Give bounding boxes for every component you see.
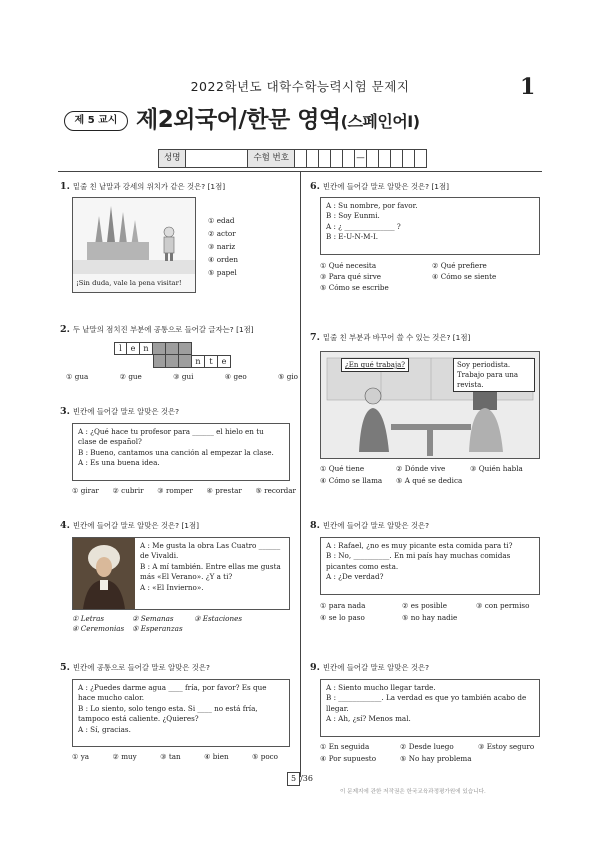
q7-option[interactable]: ③ Quién habla [470, 464, 523, 473]
subject-sub: (스페인어Ⅰ) [340, 112, 420, 131]
question-4 [60, 519, 296, 533]
q2-letter: t [205, 355, 218, 368]
q9-option[interactable]: ④ Por supuesto [320, 754, 377, 763]
question-8 [310, 519, 540, 533]
q3-line: A : ¿Qué hace tu profesor para ______ el hielo en tu clase de español? [78, 427, 264, 447]
q4-portrait [73, 538, 135, 609]
q4-panel [72, 537, 290, 610]
q2-letter: n [140, 342, 153, 355]
q2-number: 2. [60, 324, 70, 335]
exam-no-cell[interactable] [331, 149, 343, 168]
q7-option[interactable]: ⑤ A qué se dedica [396, 476, 463, 485]
q1-prompt: 밑줄 친 낱말과 강세의 위치가 같은 것은? [1점] [72, 182, 226, 191]
q1-option[interactable]: ③ nariz [208, 242, 236, 251]
q6-option[interactable]: ② Qué prefiere [432, 261, 487, 270]
student-id-row [158, 149, 427, 168]
q6-line: B : Soy Eunmi. [326, 211, 380, 221]
q2-option[interactable]: ④ geo [224, 372, 247, 381]
page-number: 1 [520, 74, 536, 100]
q2-letter: n [192, 355, 205, 368]
sagrada-familia-icon [73, 198, 195, 274]
q6-option[interactable]: ③ Para qué sirve [320, 272, 382, 281]
q3-number: 3. [60, 406, 70, 417]
name-field[interactable] [186, 149, 248, 168]
q6-option[interactable]: ① Qué necesita [320, 261, 377, 270]
q7-illustration [320, 351, 540, 459]
q4-option[interactable]: ④ Ceremonias [72, 624, 125, 634]
q5-line: A : ¿Puedes darme agua ____ fría, por favor? Es que hace mucho calor. [78, 683, 267, 703]
question-6 [310, 180, 540, 194]
q2-shaded-cell [153, 342, 166, 355]
q5-option[interactable]: ⑤ poco [251, 752, 278, 761]
q5-prompt: 빈칸에 공통으로 들어갈 말로 알맞은 것은? [72, 663, 210, 672]
exam-no-cell[interactable] [391, 149, 403, 168]
q7-bubble-left: ¿En qué trabaja? [341, 358, 409, 372]
q3-option[interactable]: ② cubrir [112, 486, 144, 495]
q7-option[interactable]: ④ Cómo se llama [320, 476, 383, 485]
q6-prompt: 빈칸에 들어갈 말로 알맞은 것은? [1점] [322, 182, 450, 191]
exam-no-dash: — [355, 149, 367, 168]
footer-slash: / [300, 774, 303, 783]
question-1 [60, 180, 296, 194]
q2-shaded-cell [179, 355, 192, 368]
q2-prompt: 두 낱말의 점치진 부분에 공통으로 들어갈 글자는? [1점] [72, 325, 254, 334]
q2-shaded-cell [166, 355, 179, 368]
q6-line: B : E-U-N-M-I. [326, 232, 379, 242]
q7-number: 7. [310, 332, 320, 343]
q8-line: A : Rafael, ¿no es muy picante esta comida para ti? [326, 541, 513, 550]
q2-letter: l [114, 342, 127, 355]
q5-line: B : Lo siento, solo tengo esta. Si ____ no está fría, tampoco está caliente. ¿Quieres? [78, 703, 258, 724]
q9-option[interactable]: ① En seguida [320, 742, 370, 751]
q8-option[interactable]: ④ se lo paso [320, 613, 365, 622]
q3-options [72, 486, 296, 496]
q3-dialogue-box [72, 423, 290, 481]
q7-option[interactable]: ① Qué tiene [320, 464, 365, 473]
q1-option[interactable]: ⑤ papel [208, 268, 237, 277]
exam-no-cell[interactable] [415, 149, 427, 168]
q5-options [72, 752, 278, 762]
q4-option[interactable]: ⑤ Esperanzas [132, 624, 183, 634]
q8-option[interactable]: ③ con permiso [476, 601, 530, 610]
q5-option[interactable]: ② muy [112, 752, 137, 761]
q4-option[interactable]: ② Semanas [132, 614, 174, 623]
q5-dialogue-box [72, 679, 290, 747]
q1-number: 1. [60, 181, 70, 192]
subject-title [136, 104, 420, 137]
question-5 [60, 661, 296, 675]
q8-prompt: 빈칸에 들어갈 말로 알맞은 것은? [322, 521, 430, 530]
q9-dialogue-box [320, 679, 540, 737]
q8-option[interactable]: ② es posible [402, 601, 448, 610]
exam-year-title: 2022학년도 대학수학능력시험 문제지 [190, 79, 410, 94]
q3-option[interactable]: ① girar [72, 486, 99, 495]
q4-line: A : «El Invierno». [140, 582, 204, 592]
q1-caption: ¡Sin duda, vale la pena visitar! [76, 279, 182, 288]
q5-number: 5. [60, 662, 70, 673]
q6-option[interactable]: ⑤ Cómo se escribe [320, 283, 389, 292]
q2-shaded-cell [153, 355, 166, 368]
q3-line: A : Es una buena idea. [78, 458, 160, 468]
q9-line: A : Ah, ¿sí? Menos mal. [326, 714, 411, 724]
q9-options [320, 741, 544, 765]
q8-number: 8. [310, 520, 320, 531]
exam-no-cell[interactable] [343, 149, 355, 168]
q9-number: 9. [310, 662, 320, 673]
q5-option[interactable]: ④ bien [204, 752, 229, 761]
q2-letter: e [127, 342, 140, 355]
question-9 [310, 661, 540, 675]
exam-no-label: 수험 번호 [248, 149, 295, 168]
q9-option[interactable]: ⑤ No hay problema [400, 754, 472, 763]
q8-option[interactable]: ① para nada [320, 601, 366, 610]
question-2 [60, 323, 296, 337]
question-7 [310, 331, 540, 345]
exam-no-cell[interactable] [307, 149, 319, 168]
q9-line: A : Siento mucho llegar tarde. [326, 683, 436, 692]
footer-page: 5 [287, 772, 300, 786]
q2-option[interactable]: ① gua [66, 372, 89, 381]
q7-options [320, 463, 544, 487]
q6-number: 6. [310, 181, 320, 192]
q8-option[interactable]: ⑤ no hay nadie [402, 613, 458, 622]
q5-option[interactable]: ① ya [72, 752, 90, 761]
q6-options [320, 260, 544, 293]
q7-option[interactable]: ② Dónde vive [396, 464, 446, 473]
q9-line: B : ____________. La verdad es que yo también acabo de llegar. [326, 693, 527, 713]
q2-option[interactable]: ② gue [119, 372, 142, 381]
q9-option[interactable]: ② Desde luego [400, 742, 454, 751]
q2-option[interactable]: ③ gui [173, 372, 194, 381]
composer-portrait-icon [73, 538, 135, 609]
q3-option[interactable]: ③ romper [157, 486, 193, 495]
q6-dialogue-box [320, 197, 540, 255]
q9-option[interactable]: ③ Estoy seguro [478, 742, 535, 751]
q4-option[interactable]: ① Letras [72, 614, 105, 623]
q8-line: B : No, __________. En mi país hay muchas comidas picantes como esta. [326, 551, 511, 571]
q1-option[interactable]: ② actor [208, 229, 236, 238]
q1-options [208, 214, 238, 279]
footer-copyright: 이 문제지에 관한 저작권은 한국교육과정평가원에 있습니다. [340, 789, 486, 795]
q3-option[interactable]: ⑤ recordar [255, 486, 296, 495]
q5-line: A : Sí, gracias. [78, 724, 131, 734]
footer-total: 36 [302, 774, 313, 783]
exam-no-cell[interactable] [319, 149, 331, 168]
q2-option[interactable]: ⑤ gio [278, 372, 298, 381]
q5-option[interactable]: ③ tan [160, 752, 181, 761]
q4-prompt: 빈칸에 들어갈 말로 알맞은 것은? [1점] [72, 521, 200, 530]
exam-no-cell[interactable] [403, 149, 415, 168]
subject-main: 제2외국어/한문 영역 [136, 107, 341, 133]
q7-bubble-right: Soy periodista. Trabajo para una revista. [453, 358, 535, 392]
q2-shaded-cell [179, 342, 192, 355]
column-divider [300, 171, 301, 777]
footer-page-indicator [282, 772, 318, 786]
q2-word-grid [114, 342, 231, 368]
q7-prompt: 밑줄 친 부분과 바꾸어 쓸 수 있는 것은? [1점] [322, 333, 471, 342]
q2-options [66, 372, 298, 382]
q4-line: A : Me gusta la obra Las Cuatro ______ de Vivaldi. [140, 541, 281, 561]
q6-line: A : ¿ ______________ ? [326, 221, 401, 231]
exam-no-cell[interactable] [295, 149, 307, 168]
q9-prompt: 빈칸에 들어갈 말로 알맞은 것은? [322, 663, 430, 672]
exam-no-cell[interactable] [379, 149, 391, 168]
q1-option[interactable]: ① edad [208, 216, 235, 225]
name-label: 성명 [158, 149, 186, 168]
q1-option[interactable]: ④ orden [208, 255, 238, 264]
q8-dialogue-box [320, 537, 540, 595]
session-badge: 제 5 교시 [64, 111, 128, 131]
q3-line: B : Bueno, cantamos una canción al empezar la clase. [78, 447, 274, 457]
q8-line: A : ¿De verdad? [326, 572, 384, 582]
q1-illustration [72, 197, 196, 293]
q6-line: A : Su nombre, por favor. [326, 201, 418, 210]
q2-shaded-cell [166, 342, 179, 355]
q4-number: 4. [60, 520, 70, 531]
exam-no-cell[interactable] [367, 149, 379, 168]
q4-line: B : A mí también. Entre ellas me gusta más «El Verano». ¿Y a ti? [140, 561, 281, 582]
q3-prompt: 빈칸에 들어갈 말로 알맞은 것은? [72, 407, 180, 416]
question-3 [60, 405, 296, 419]
q8-options [320, 600, 544, 624]
q3-option[interactable]: ④ prestar [206, 486, 242, 495]
q4-option[interactable]: ③ Estaciones [194, 614, 243, 623]
q6-option[interactable]: ④ Cómo se siente [432, 272, 497, 281]
q2-letter: e [218, 355, 231, 368]
q4-options [72, 614, 296, 635]
